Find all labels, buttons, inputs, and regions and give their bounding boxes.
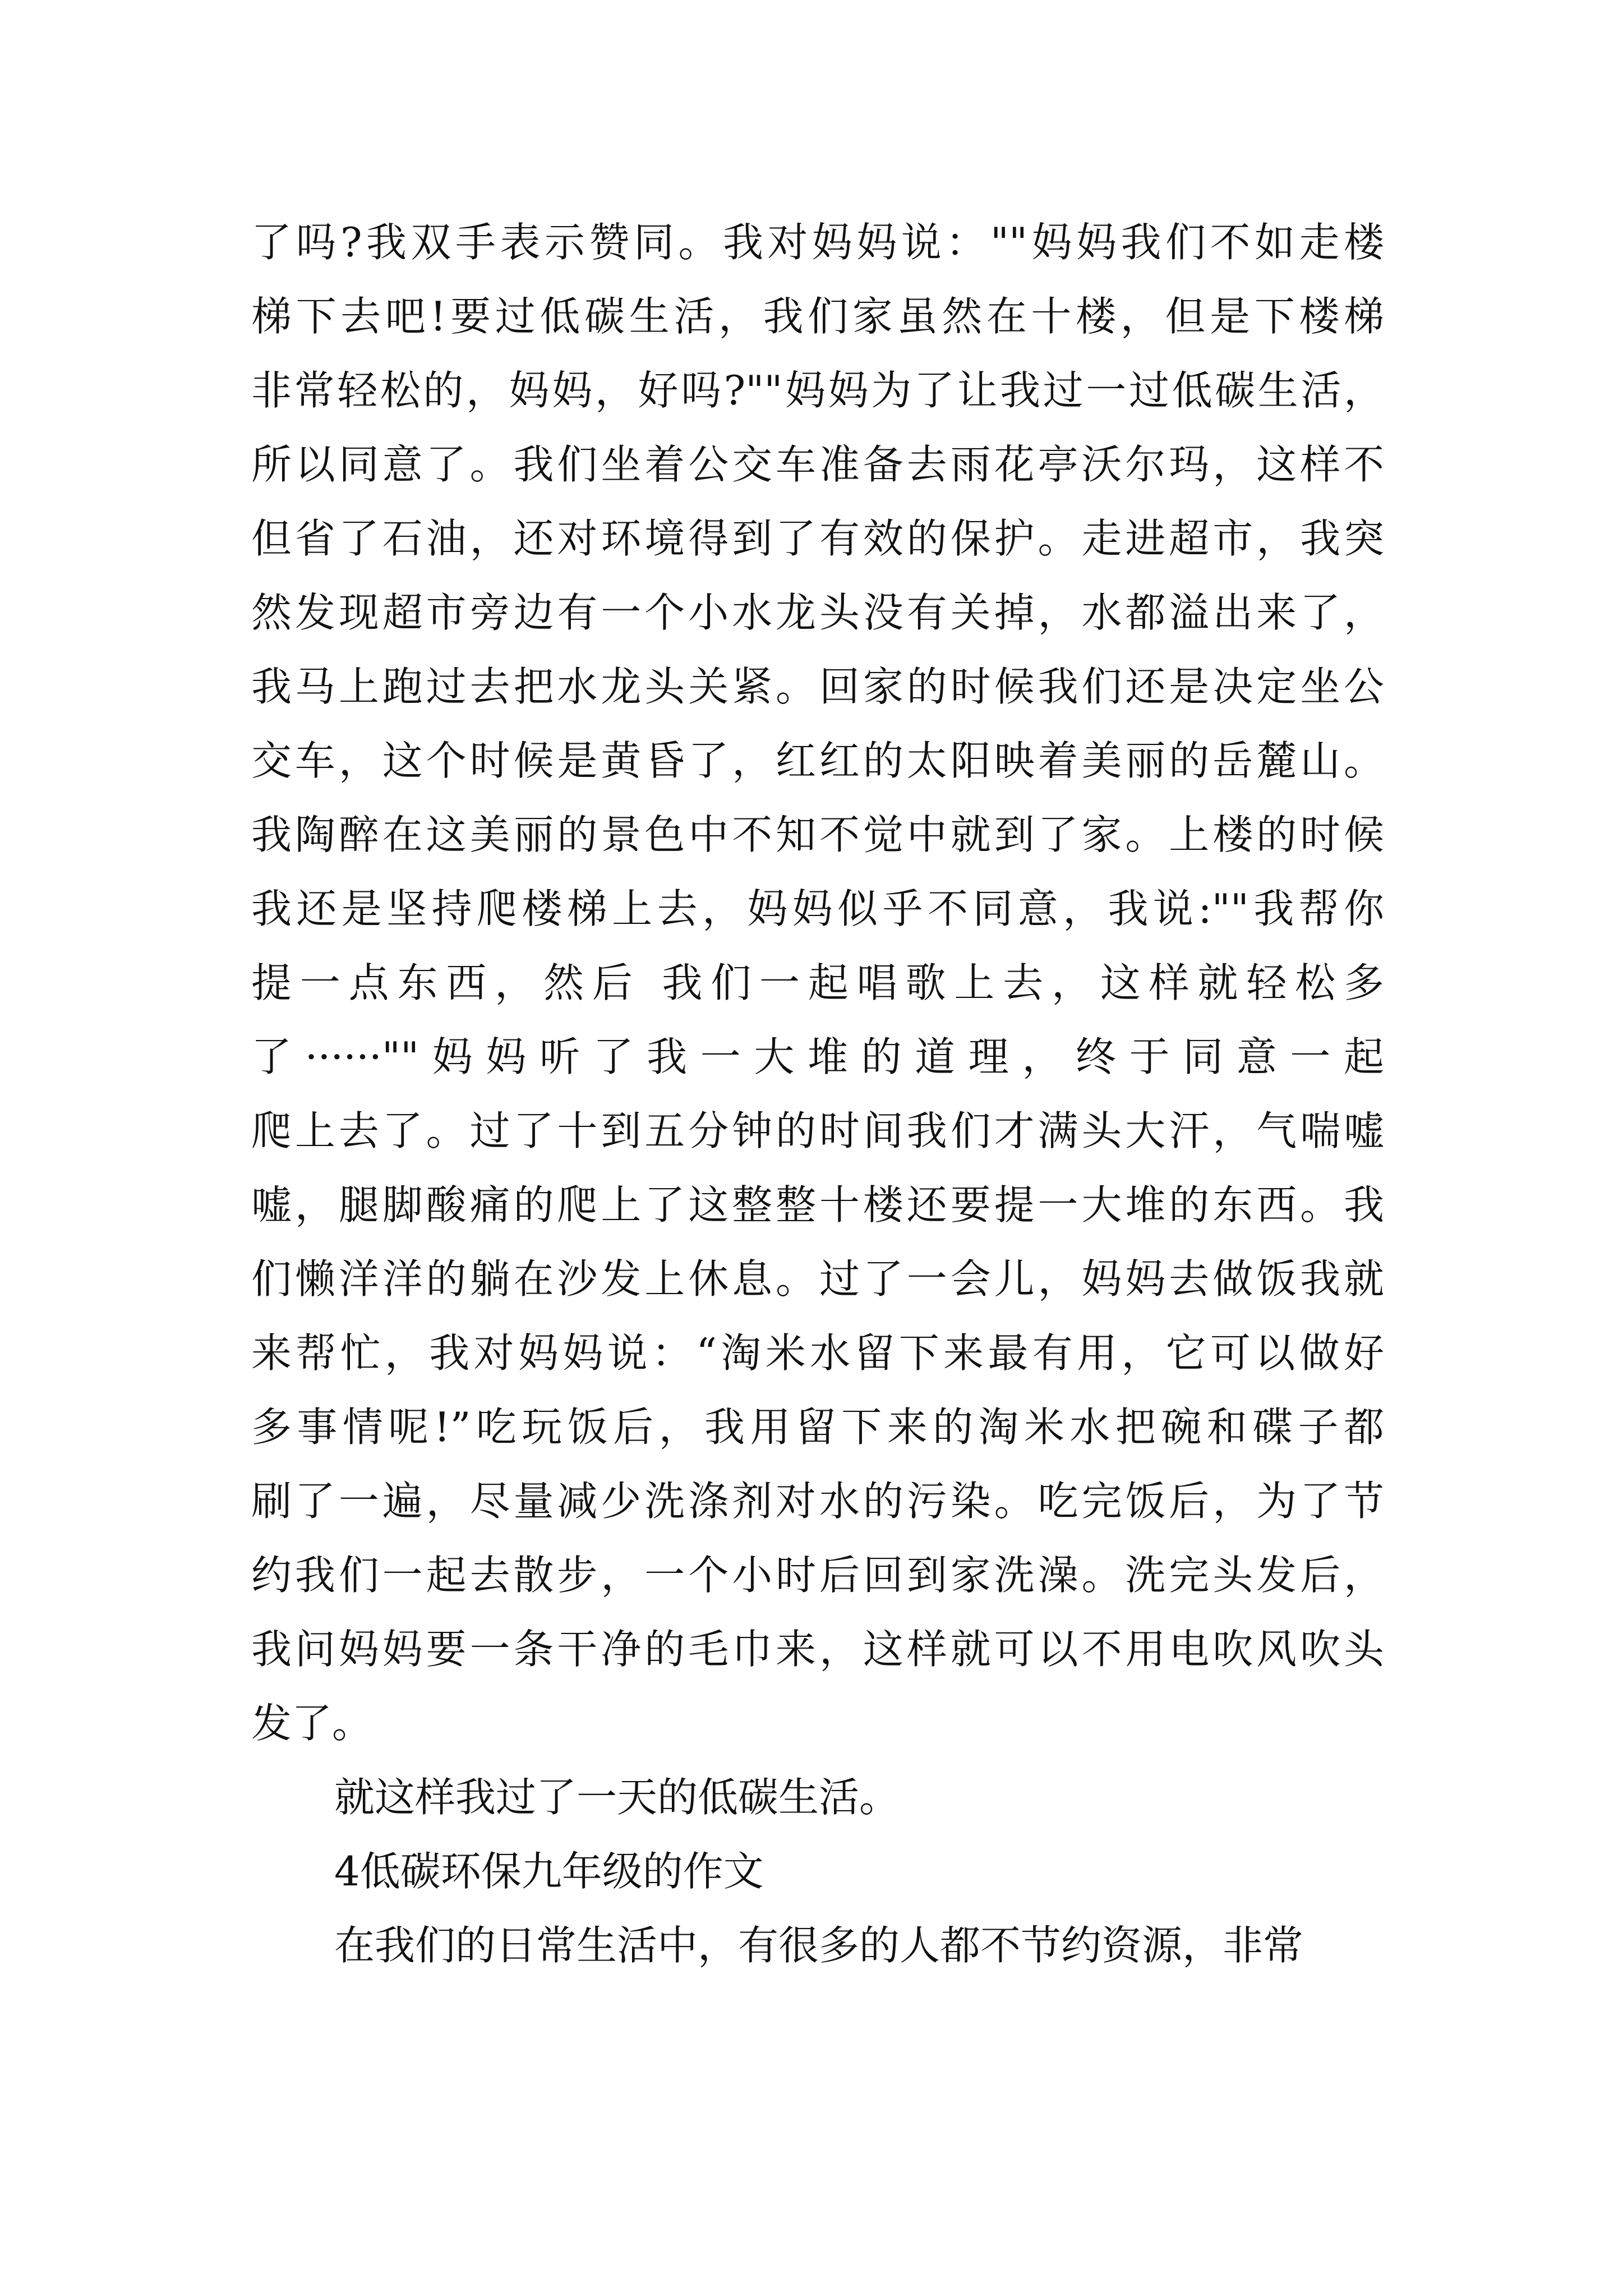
- text-line: 我还是坚持爬楼梯上去，妈妈似乎不同意，我说:""我帮你: [251, 885, 1384, 932]
- text-line: 所以同意了。我们坐着公交车准备去雨花亭沃尔玛，这样不: [251, 441, 1384, 488]
- paragraph-intro: 在我们的日常生活中，有很多的人都不节约资源，非常: [334, 1922, 1304, 1969]
- text-line: 了······""妈妈听了我一大堆的道理，终于同意一起: [251, 1033, 1384, 1080]
- text-line: 我陶醉在这美丽的景色中不知不觉中就到了家。上楼的时候: [251, 811, 1384, 858]
- text-line: 刷了一遍，尽量减少洗涤剂对水的污染。吃完饭后，为了节: [251, 1478, 1384, 1525]
- text-line: 爬上去了。过了十到五分钟的时间我们才满头大汗，气喘嘘: [251, 1107, 1384, 1154]
- text-line: 但省了石油，还对环境得到了有效的保护。走进超市，我突: [251, 515, 1384, 562]
- text-line: 发了。: [251, 1700, 373, 1747]
- text-line: 梯下去吧!要过低碳生活，我们家虽然在十楼，但是下楼梯: [251, 293, 1384, 340]
- text-line: 多事情呢!”吃玩饭后，我用留下来的淘米水把碗和碟子都: [251, 1404, 1384, 1451]
- text-line: 们懒洋洋的躺在沙发上休息。过了一会儿，妈妈去做饭我就: [251, 1255, 1384, 1303]
- section-heading: 4低碳环保九年级的作文: [334, 1848, 764, 1895]
- text-line: 非常轻松的，妈妈，好吗?""妈妈为了让我过一过低碳生活，: [251, 367, 1384, 414]
- text-line: 交车，这个时候是黄昏了，红红的太阳映着美丽的岳麓山。: [251, 737, 1384, 784]
- essay-body: [251, 205, 1384, 1982]
- text-line: 嘘，腿脚酸痛的爬上了这整整十楼还要提一大堆的东西。我: [251, 1181, 1384, 1228]
- text-line: 然发现超市旁边有一个小水龙头没有关掉，水都溢出来了，: [251, 589, 1384, 636]
- text-line: 我问妈妈要一条干净的毛巾来，这样就可以不用电吹风吹头: [251, 1626, 1384, 1673]
- paragraph-summary: 就这样我过了一天的低碳生活。: [334, 1774, 900, 1821]
- text-line: 来帮忙，我对妈妈说：“淘米水留下来最有用，它可以做好: [251, 1329, 1384, 1377]
- text-line: 我马上跑过去把水龙头关紧。回家的时候我们还是决定坐公: [251, 663, 1384, 710]
- text-line: 提一点东西，然后 我们一起唱歌上去，这样就轻松多: [251, 959, 1384, 1006]
- text-line: 约我们一起去散步，一个小时后回到家洗澡。洗完头发后，: [251, 1552, 1384, 1599]
- text-line: 了吗?我双手表示赞同。我对妈妈说：""妈妈我们不如走楼: [251, 219, 1384, 266]
